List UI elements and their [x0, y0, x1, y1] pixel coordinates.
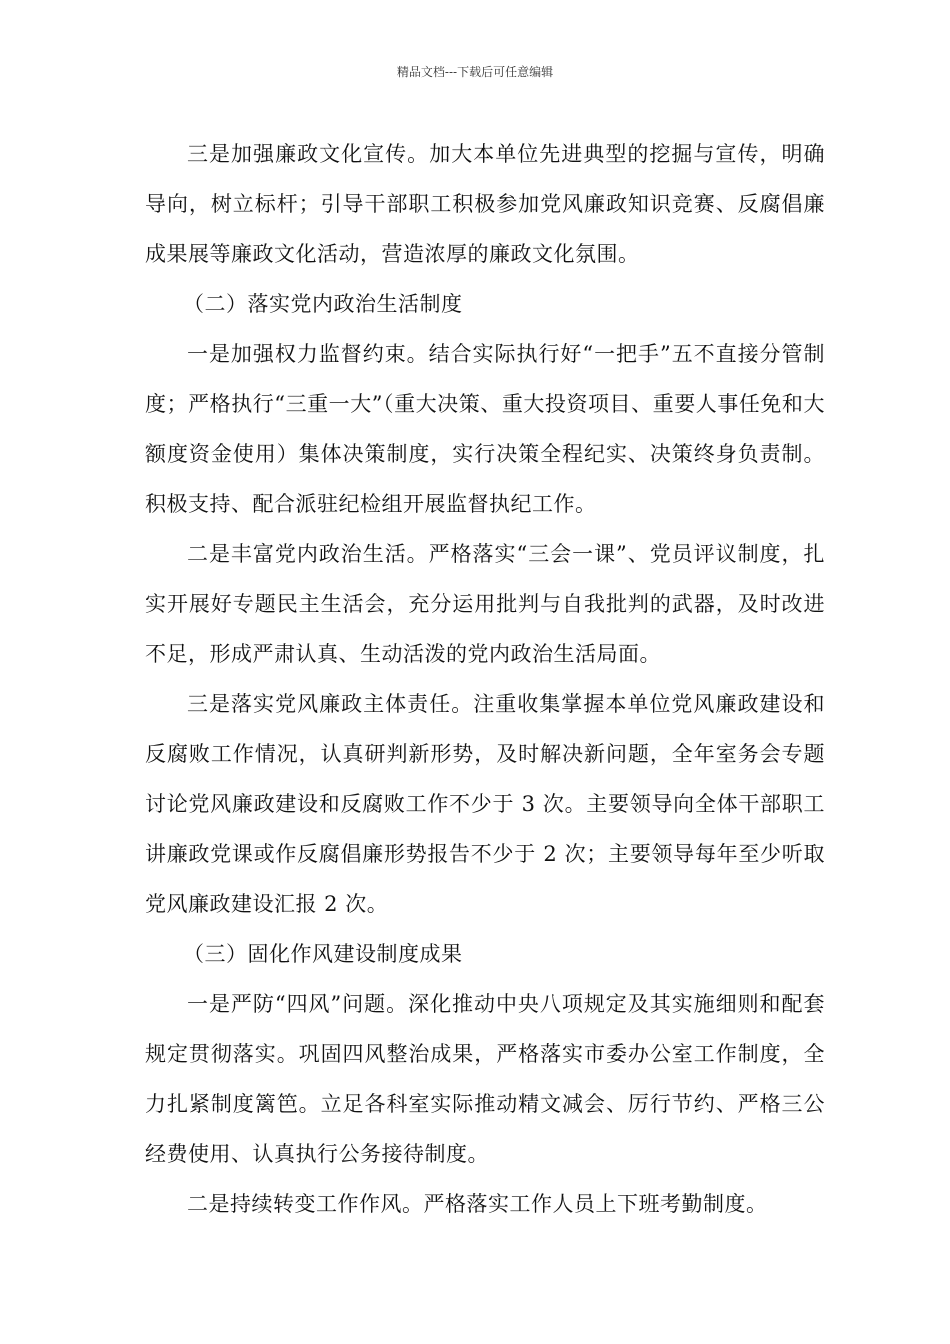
paragraph-work-style: 二是持续转变工作作风。严格落实工作人员上下班考勤制度。 — [187, 1192, 768, 1216]
page-header: 精品文档---下载后可任意编辑 — [396, 65, 554, 79]
paragraph-culture-promotion: 三是加强廉政文化宣传。加大本单位先进典型的挖掘与宣传，明确导向，树立标杆；引导干部职工积极参加党风廉政知识竞赛、反腐倡廉成果展等廉政文化活动，营造浓厚的廉政文化氛围。 — [145, 142, 825, 266]
section-heading-2: （二）落实党内政治生活制度 — [183, 292, 463, 316]
document-body — [145, 129, 825, 1229]
paragraph-party-life: 二是丰富党内政治生活。严格落实“三会一课”、党员评议制度，扎实开展好专题民主生活会，充分运用批判与自我批判的武器，及时改进不足，形成严肃认真、生动活泼的党内政治生活局面。 — [145, 542, 825, 666]
paragraph-four-winds: 一是严防“四风”问题。深化推动中央八项规定及其实施细则和配套规定贯彻落实。巩固四风整治成果，严格落实市委办公室工作制度，全力扎紧制度篱笆。立足各科室实际推动精文减会、厉行节约、严格三公经费使用、认真执行公务接待制度。 — [145, 992, 825, 1166]
paragraph-power-supervision: 一是加强权力监督约束。结合实际执行好“一把手”五不直接分管制度；严格执行“三重一大”（重大决策、重大投资项目、重要人事任免和大额度资金使用）集体决策制度，实行决策全程纪实、决策终身负责制。积极支持、配合派驻纪检组开展监督执纪工作。 — [145, 342, 825, 516]
paragraph-responsibility: 三是落实党风廉政主体责任。注重收集掌握本单位党风廉政建设和反腐败工作情况，认真研判新形势，及时解决新问题，全年室务会专题讨论党风廉政建设和反腐败工作不少于 3 次。主要领导向全体干部职工讲廉政党课或作反腐倡廉形势报告不少于 2 次；主要领导每年至少听取党风廉政建设汇报 2 次。 — [145, 692, 825, 916]
section-heading-3: （三）固化作风建设制度成果 — [183, 942, 463, 966]
